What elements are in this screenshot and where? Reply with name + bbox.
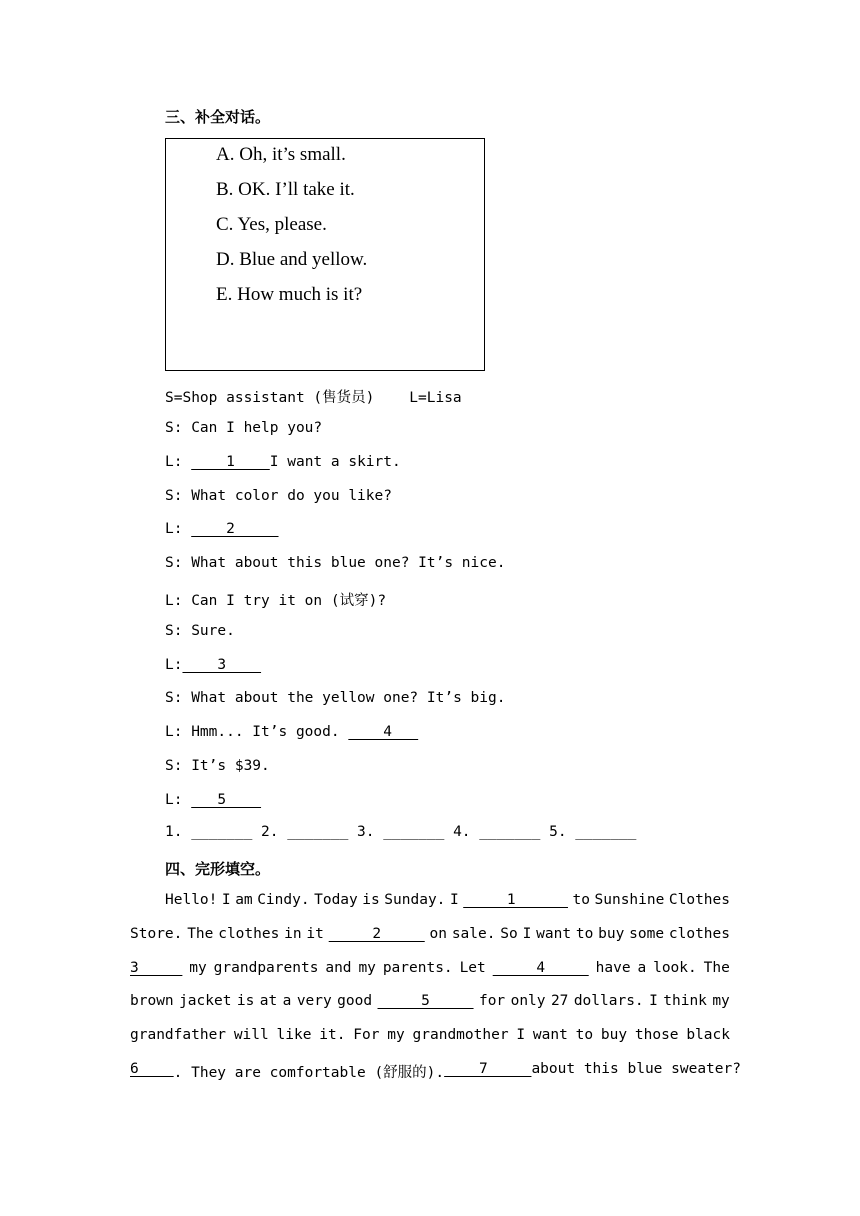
passage-word: clothes	[218, 925, 280, 942]
answer-row: 1. _______ 2. _______ 3. _______ 4. _______ 5. _______	[165, 824, 637, 840]
passage-word: is	[362, 892, 380, 908]
passage-word: only	[510, 993, 546, 1010]
passage-word: very	[296, 993, 332, 1010]
passage-word: grandmother	[412, 1027, 509, 1044]
passage-word: I	[221, 892, 231, 908]
answer-blank: 1	[191, 453, 270, 470]
passage-word: Store.	[130, 925, 183, 942]
cloze-blank: 2	[328, 925, 425, 942]
cloze-blank: 7	[444, 1061, 532, 1077]
passage-word: in	[284, 925, 302, 942]
dialogue-line: S: Sure.	[165, 622, 235, 639]
section4-heading: 四、完形填空。	[165, 860, 271, 878]
passage-word: like	[276, 1027, 312, 1044]
passage-word: for	[478, 993, 506, 1010]
cloze-blank: 5	[377, 993, 474, 1010]
dialogue-line: S: Can I help you?	[165, 420, 323, 436]
passage-word: grandfather	[130, 1027, 227, 1044]
passage-word: Sunday.	[384, 892, 446, 908]
passage-line	[130, 926, 730, 942]
passage-line	[130, 993, 730, 1009]
dialogue-line: S: What color do you like?	[165, 487, 392, 504]
option-item: B. OK. I’ll take it.	[216, 179, 355, 200]
passage-word: a	[282, 993, 292, 1010]
passage-word: buy	[600, 1027, 628, 1044]
passage-word: Cindy.	[257, 892, 310, 908]
passage-word: I	[449, 892, 459, 908]
passage-word: want	[536, 925, 572, 942]
passage-word: buy	[598, 925, 625, 942]
passage-word: sale.	[451, 925, 496, 942]
cloze-blank: 4	[492, 959, 589, 976]
dialogue-line	[165, 454, 401, 470]
passage-word: it.	[319, 1027, 346, 1044]
speaker-prefix: L:	[165, 453, 192, 470]
passage-word: good	[337, 993, 373, 1010]
passage-word: my	[358, 959, 376, 976]
dialogue-line: S: It’s $39.	[165, 758, 270, 774]
section3-heading: 三、补全对话。	[165, 108, 271, 126]
cloze-blank: 3	[130, 959, 183, 976]
dialogue-line	[165, 657, 261, 673]
passage-word: parents.	[382, 959, 453, 976]
passage-line	[165, 892, 730, 908]
line-text: I want a skirt.	[269, 453, 401, 470]
answer-blank: 3	[182, 656, 262, 673]
passage-word: at	[259, 993, 278, 1010]
passage-word: my	[712, 993, 730, 1010]
passage-word: Sunshine	[594, 892, 665, 908]
dialogue-line: L: Can I try it on (试穿)?	[165, 593, 387, 609]
option-item: C. Yes, please.	[216, 214, 327, 235]
passage-word: will	[233, 1027, 269, 1044]
passage-word: is	[236, 993, 255, 1010]
speaker-prefix: L: Hmm... It’s good.	[165, 724, 349, 741]
roles-legend: S=Shop assistant (售货员) L=Lisa	[165, 390, 462, 406]
passage-word: dollars.	[573, 993, 644, 1010]
passage-word: black	[686, 1027, 730, 1044]
passage-word: The	[703, 959, 730, 976]
passage-word: some	[629, 925, 665, 942]
option-item: D. Blue and yellow.	[216, 249, 368, 270]
passage-word: to	[575, 925, 594, 942]
passage-word: Let	[459, 959, 486, 976]
speaker-prefix: L:	[165, 521, 192, 538]
passage-word: want	[532, 1027, 568, 1044]
dialogue-line	[165, 792, 261, 808]
passage-word: I	[649, 993, 658, 1010]
passage-word: about this blue sweater?	[531, 1061, 741, 1077]
passage-word: For	[353, 1027, 380, 1044]
answer-blank: 5	[191, 791, 262, 808]
passage-word: grandparents	[213, 959, 319, 976]
passage-word: and	[325, 959, 352, 976]
dialogue-line: S: What about this blue one? It’s nice.	[165, 555, 506, 572]
passage-word: those	[634, 1027, 679, 1044]
passage-word: to	[575, 1027, 594, 1044]
passage-word: I	[516, 1027, 526, 1044]
passage-word: I	[522, 925, 532, 942]
passage-word: . They are comfortable (舒服的).	[173, 1065, 445, 1081]
speaker-prefix: L:	[165, 656, 183, 673]
passage-word: Hello!	[165, 892, 218, 908]
passage-line	[130, 1061, 741, 1082]
passage-word: have	[595, 959, 631, 976]
passage-line	[130, 1027, 730, 1043]
dialogue-line	[165, 724, 418, 740]
passage-word: clothes	[668, 925, 730, 942]
option-item: A. Oh, it’s small.	[216, 144, 346, 165]
passage-word: Today	[314, 892, 358, 908]
option-item: E. How much is it?	[216, 284, 363, 305]
passage-word: my	[189, 959, 207, 976]
passage-word: look.	[653, 959, 697, 976]
passage-word: Clothes	[668, 892, 730, 908]
answer-blank: 2	[191, 521, 279, 538]
passage-word: a	[637, 959, 647, 976]
passage-word: my	[387, 1027, 405, 1044]
passage-word: 27	[550, 993, 569, 1010]
passage-word: think	[663, 993, 707, 1010]
speaker-prefix: L:	[165, 791, 192, 808]
passage-line	[130, 960, 730, 976]
passage-word: to	[572, 892, 590, 908]
passage-word: brown	[130, 993, 174, 1010]
passage-word: So	[500, 925, 518, 942]
passage-word: am	[235, 892, 253, 908]
passage-word: on	[429, 925, 448, 942]
dialogue-line	[165, 521, 279, 537]
cloze-blank: 1	[463, 892, 568, 908]
passage-word: jacket	[179, 993, 232, 1010]
cloze-blank: 6	[130, 1061, 174, 1077]
dialogue-line: S: What about the yellow one? It’s big.	[165, 690, 506, 707]
passage-word: it	[306, 925, 324, 942]
answer-blank: 4	[348, 724, 419, 741]
passage-word: The	[187, 925, 214, 942]
